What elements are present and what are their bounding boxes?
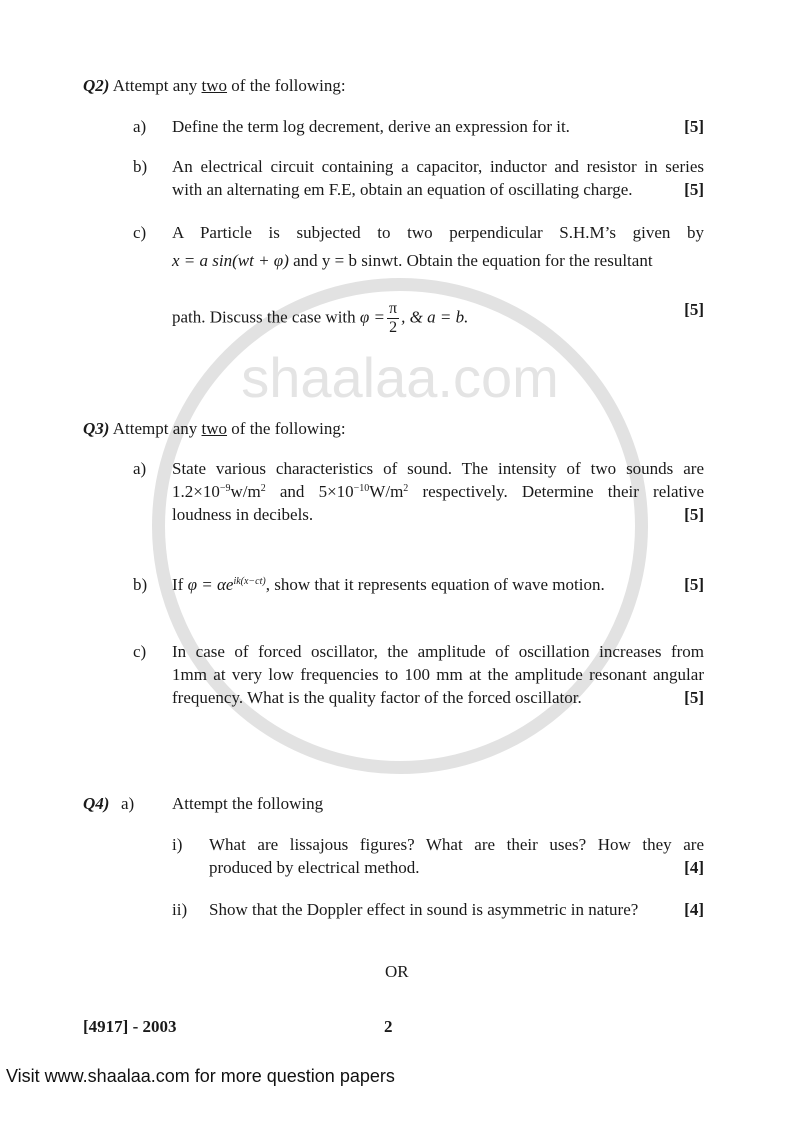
unit-1: w/m xyxy=(230,482,261,501)
q3b-text xyxy=(172,575,605,595)
visit-banner: Visit www.shaalaa.com for more question papers xyxy=(6,1066,395,1086)
fraction-denominator: 2 xyxy=(389,319,398,336)
q3c-line3: frequency. What is the quality factor of the forced oscillator. xyxy=(172,688,582,707)
q3a-line2-text: respectively. Determine their relative xyxy=(408,482,705,501)
q2c-line2-text: and y = b sinwt. Obtain the equation for the resultant xyxy=(288,251,653,270)
q4i-label: i) xyxy=(172,835,183,854)
wave-exponent: ik(x−ct) xyxy=(233,576,266,587)
q3c-line2: 1mm at very low frequencies to 100 mm at the amplitude resonant angular xyxy=(172,665,704,684)
q4a-label: a) xyxy=(121,794,135,813)
q2b-line2: with an alternating em F.E, obtain an equation of oscillating charge. xyxy=(172,180,633,199)
q3-header xyxy=(83,419,346,439)
q2b-label: b) xyxy=(133,157,148,176)
q3-intro-end: of the following: xyxy=(227,419,346,438)
q4-label: Q4) xyxy=(83,794,110,813)
q2c-line3 xyxy=(172,300,468,337)
q3-intro-underlined: two xyxy=(201,419,228,438)
unit-2-sup: 2 xyxy=(403,483,409,494)
q4i-marks: [4] xyxy=(684,858,704,877)
q3c-label: c) xyxy=(133,642,147,661)
q3c-line1: In case of forced oscillator, the amplitude of oscillation increases from xyxy=(172,642,704,661)
fraction-numerator: π xyxy=(389,300,398,317)
wave-equation: φ = αe xyxy=(187,575,234,594)
q2a-marks: [5] xyxy=(684,117,704,136)
q4ii-marks: [4] xyxy=(684,900,704,919)
q3-intro: Attempt any xyxy=(112,419,202,438)
q3a-marks: [5] xyxy=(684,505,704,524)
q4i-line1: What are lissajous figures? What are their uses? How they are xyxy=(209,835,704,854)
q3a-line2 xyxy=(172,482,704,502)
paper-code: [4917] - 2003 xyxy=(83,1017,177,1036)
q3b-label: b) xyxy=(133,575,148,594)
and-text: and xyxy=(265,482,319,501)
q2c-condition: , & a = b. xyxy=(401,307,469,327)
pi-over-2-fraction xyxy=(387,300,399,337)
exp-2: −10 xyxy=(353,483,370,494)
q2c-marks: [5] xyxy=(684,300,704,319)
q2c-phi: φ = xyxy=(359,307,386,327)
q2-intro-underlined: two xyxy=(201,76,228,95)
q3a-label: a) xyxy=(133,459,147,478)
q4ii-label: ii) xyxy=(172,900,188,919)
q2c-label: c) xyxy=(133,223,147,242)
q2c-equation-x: x = a sin(wt + φ) xyxy=(172,251,289,270)
q3-label: Q3) xyxy=(83,419,110,438)
q2c-line1: A Particle is subjected to two perpendicular S.H.M’s given by xyxy=(172,223,704,242)
intensity-2: 5×10 xyxy=(318,482,354,501)
q2b-marks: [5] xyxy=(684,180,704,199)
q3a-line3: loudness in decibels. xyxy=(172,505,314,524)
q2b-line1: An electrical circuit containing a capacitor, inductor and resistor in series xyxy=(172,157,704,176)
q2c-line2 xyxy=(172,251,653,271)
intensity-1: 1.2×10 xyxy=(172,482,220,501)
q4a-intro: Attempt the following xyxy=(172,794,324,813)
q2-intro-end: of the following: xyxy=(227,76,346,95)
watermark-text: shaalaa.com xyxy=(241,346,559,409)
or-divider: OR xyxy=(385,962,409,981)
exp-1: −9 xyxy=(219,483,231,494)
q3b-marks: [5] xyxy=(684,575,704,594)
unit-2: W/m xyxy=(369,482,404,501)
q2a-label: a) xyxy=(133,117,147,136)
q4ii-text: Show that the Doppler effect in sound is asymmetric in nature? xyxy=(209,900,639,919)
q2-label: Q2) xyxy=(83,76,110,95)
q2a-text: Define the term log decrement, derive an expression for it. xyxy=(172,117,570,136)
unit-1-sup: 2 xyxy=(260,483,266,494)
q2c-line3-text: path. Discuss the case with xyxy=(172,307,360,327)
page-number: 2 xyxy=(384,1017,393,1036)
q3b-post: , show that it represents equation of wave motion. xyxy=(265,575,605,594)
q3b-pre: If xyxy=(172,575,188,594)
q3a-line1: State various characteristics of sound. The intensity of two sounds are xyxy=(172,459,704,478)
q3c-marks: [5] xyxy=(684,688,704,707)
q4i-line2: produced by electrical method. xyxy=(209,858,420,877)
q2-intro: Attempt any xyxy=(112,76,202,95)
q2-header xyxy=(83,76,346,96)
